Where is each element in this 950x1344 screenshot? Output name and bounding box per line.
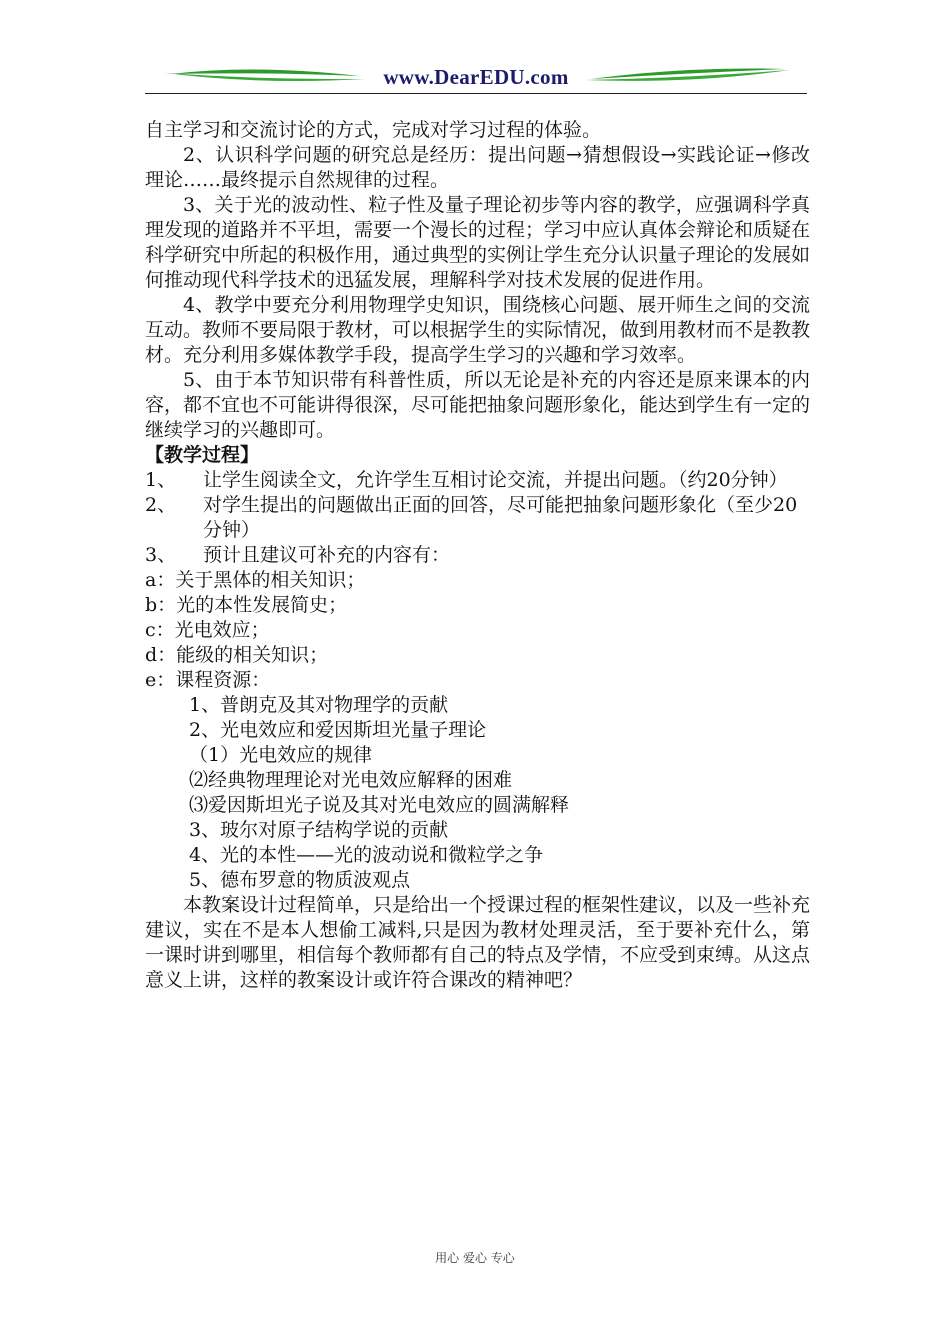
resource-item: （1）光电效应的规律 <box>189 744 373 766</box>
step-number: 3、 <box>145 544 177 566</box>
resource-item: 2、光电效应和爱因斯坦光量子理论 <box>189 719 487 741</box>
step-2 <box>145 493 810 543</box>
intro-tail: 自主学习和交流讨论的方式，完成对学习过程的体验。 <box>145 119 602 141</box>
resource-item: ⑵经典物理理论对光电效应解释的困难 <box>189 769 513 791</box>
header-divider <box>145 93 807 94</box>
point-5: 5、由于本节知识带有科普性质，所以无论是补充的内容还是原来课本的内容，都不宜也不可能讲得很深，尽可能把抽象问题形象化，能达到学生有一定的继续学习的兴趣即可。 <box>145 369 811 441</box>
supplement-d: d：能级的相关知识； <box>145 644 329 666</box>
resource-item: 5、德布罗意的物质波观点 <box>189 869 411 891</box>
supplement-a: a：关于黑体的相关知识； <box>145 569 366 591</box>
step-text: 让学生阅读全文，允许学生互相讨论交流，并提出问题。（约20分钟） <box>203 469 788 491</box>
resource-item: 3、玻尔对原子结构学说的贡献 <box>189 819 449 841</box>
step-text: 预计且建议可补充的内容有： <box>203 544 451 566</box>
step-text: 对学生提出的问题做出正面的回答，尽可能把抽象问题形象化（至少20分钟） <box>203 494 798 541</box>
process-title: 【教学过程】 <box>145 444 260 466</box>
point-3: 3、关于光的波动性、粒子性及量子理论初步等内容的教学，应强调科学真理发现的道路并不平坦，需要一个漫长的过程；学习中应认真体会辩论和质疑在科学研究中所起的积极作用，通过典型的实例让学生充分认识量子理论的发展如何推动现代科学技术的迅猛发展，理解科学对技术发展的促进作用。 <box>145 194 811 291</box>
supplement-b: b：光的本性发展简史； <box>145 594 348 616</box>
resource-item: ⑶爱因斯坦光子说及其对光电效应的圆满解释 <box>189 794 570 816</box>
step-3 <box>145 543 810 568</box>
site-url: www.DearEDU.com <box>383 65 569 89</box>
resource-item: 4、光的本性——光的波动说和微粒学之争 <box>189 844 544 866</box>
point-4: 4、教学中要充分利用物理学史知识，围绕核心问题、展开师生之间的交流互动。教师不要局限于教材，可以根据学生的实际情况，做到用教材而不是教教材。充分利用多媒体教学手段，提高学生学习的兴趣和学习效率。 <box>145 294 811 366</box>
point-2: 2、认识科学问题的研究总是经历：提出问题→猜想假设→实践论证→修改理论……最终提示自然规律的过程。 <box>145 144 810 191</box>
step-number: 2、 <box>145 494 177 516</box>
supplement-e: e：课程资源： <box>145 669 271 691</box>
supplement-c: c：光电效应； <box>145 619 270 641</box>
resource-item: 1、普朗克及其对物理学的贡献 <box>189 694 449 716</box>
step-number: 1、 <box>145 469 177 491</box>
conclusion: 本教案设计过程简单，只是给出一个授课过程的框架性建议，以及一些补充建议，实在不是本人想偷工减料,只是因为教材处理灵活，至于要补充什么，第一课时讲到哪里，相信每个教师都有自己的特点及学情，不应受到束缚。从这点意义上讲，这样的教案设计或许符合课改的精神吧？ <box>145 894 811 991</box>
step-1 <box>145 468 810 493</box>
document-body <box>145 118 810 993</box>
page-header <box>145 60 807 94</box>
page-footer: 用心 爱心 专心 <box>435 1251 515 1265</box>
